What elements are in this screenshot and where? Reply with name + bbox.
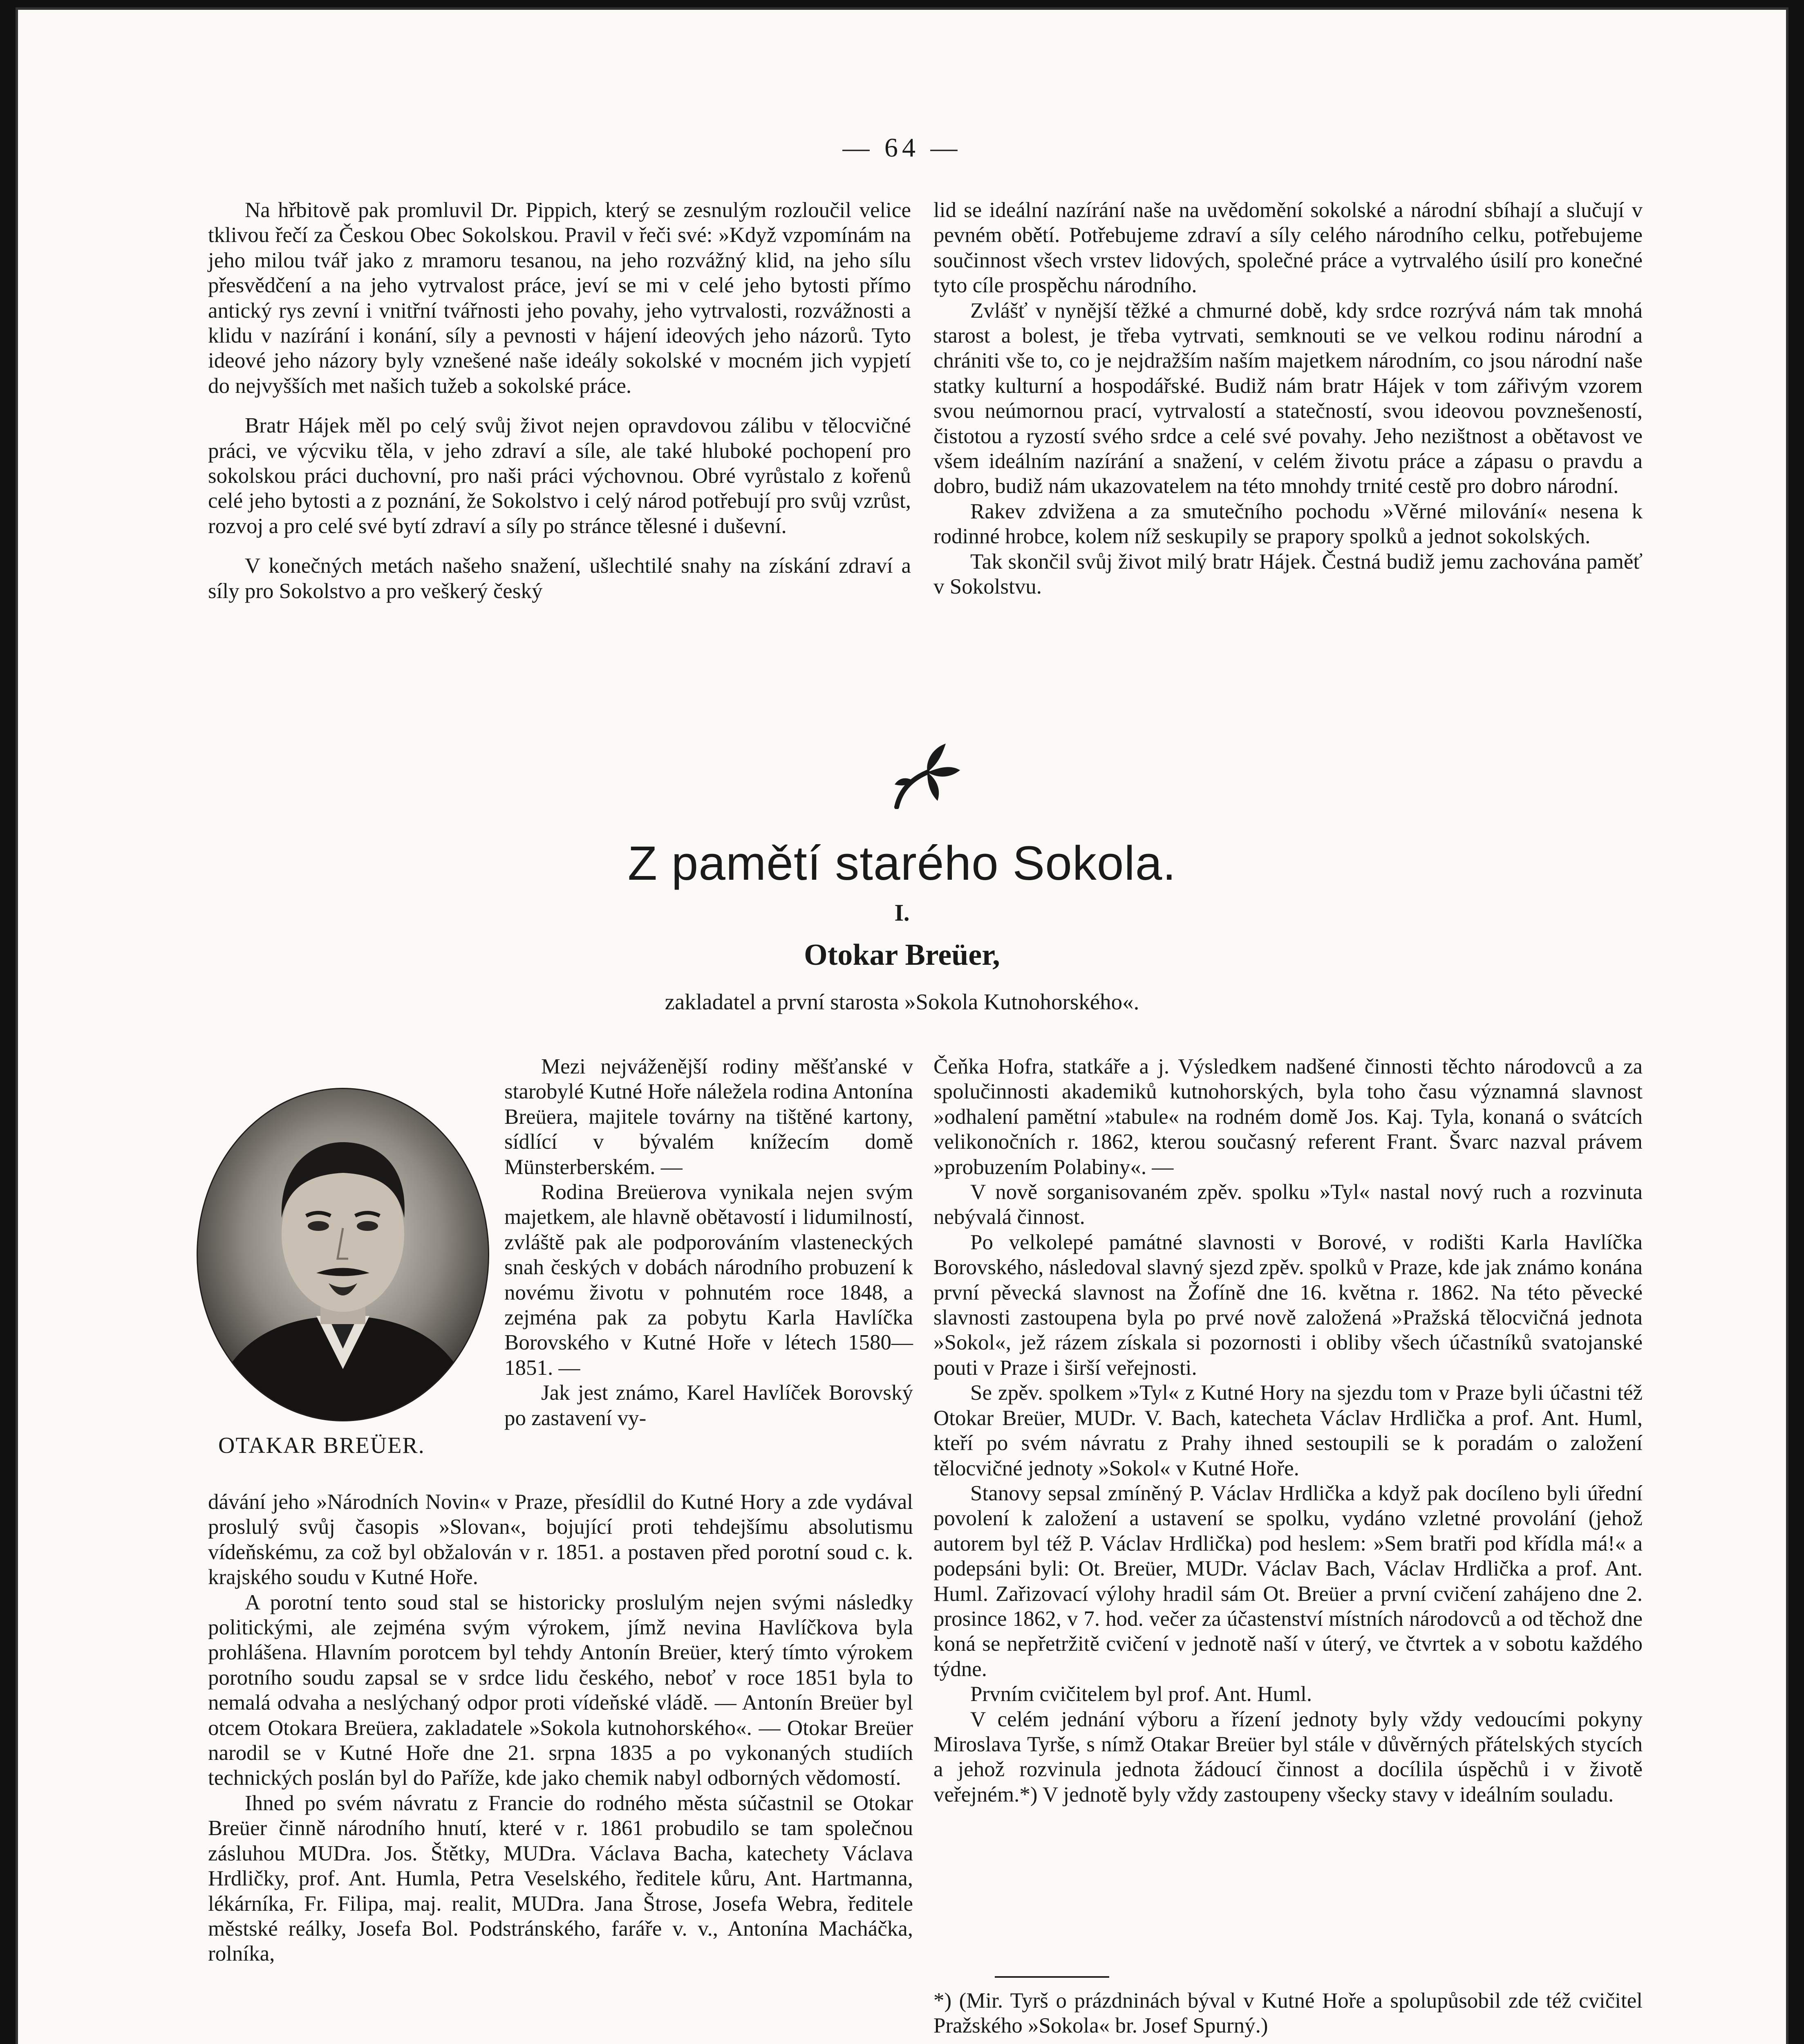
paragraph: V nově sorganisovaném zpěv. spolku »Tyl« nastal nový ruch a rozvinuta nebývalá činnost.: [933, 1180, 1643, 1229]
paragraph: Bratr Hájek měl po celý svůj život nejen opravdovou zálibu v tělocvičné práci, ve výcviku těla, v jeho zdraví a síle, ale také hluboké pochopení pro sokolskou práci duchovní, pro naši práci výchovnou. Obré vyrůstalo z kořenů celé jeho bytosti a z poznání, že Sokolstvo i celý národ potřebují pro svůj vzrůst, rozvoj a pro celé své bytí zdraví a síly po stránce tělesné i duševní.: [208, 414, 911, 538]
paragraph: V konečných metách našeho snažení, ušlechtilé snahy na získání zdraví a síly pro Sokolstvo a pro veškerý český: [208, 554, 911, 603]
paragraph: Zvlášť v nynější těžké a chmurné době, kdy srdce rozrývá nám tak mnohá starost a bolest, je třeba vytrvati, semknouti se ve velkou rodinu národní a chrániti vše to, co je nejdražším naším majetkem národním, co jsou národní naše statky kulturní a hospodářské. Budiž nám bratr Hájek v tom zářivým vzorem svou neúmornou prací, vytrvalostí a statečností, svou ideovou povznešeností, čistotou a ryzostí svého srdce a celé své povahy. Jeho nezištnost a obětavost ve všem ideálním nazírání a snažení, v celém životu práce a zápasu o pravdu a dobro, budiž nám ukazovatelem na této mnohdy trnité cestě pro dobro národní.: [933, 298, 1643, 498]
paragraph: Čeňka Hofra, statkáře a j. Výsledkem nadšené činnosti těchto národovců a za spolučinnosti akademiků kutnohorských, byla toho času významná slavnost »odhalení pamětní »tabule« na rodném domě Jos. Kaj. Tyla, konaná o svátcích velikonočních r. 1862, kterou současný referent Frant. Švarc nazval právem »probuzením Polabiny«. —: [933, 1055, 1643, 1179]
portrait-caption: OTAKAR BREÜER.: [218, 1433, 425, 1458]
paragraph: V celém jednání výboru a řízení jednoty byly vždy vedoucími pokyny Miroslava Tyrše, s nímž Otakar Breüer byl stále v důvěrných přátelských stycích a jehož rozvinula jednota žádoucí činnost a docílila úspěchů i v životě veřejném.*) V jednotě byly vždy zastoupeny všecky stavy v ideálním souladu.: [933, 1707, 1643, 1806]
top-left-column: [208, 198, 911, 604]
footnote-divider: [995, 1976, 1109, 1978]
paragraph: Stanovy sepsal zmíněný P. Václav Hrdlička a když pak docíleno byli úřední povolení k založení a ustavení se spolku, vydáno vzletné provolání (jehož autorem byl též P. Václav Hrdlička) pod heslem: »Sem bratři pod křídla má!« a podepsáni byli: Ot. Breüer, MUDr. Václav Bach, Václav Hrdlička a prof. Ant. Huml. Zařizovací výlohy hradil sám Ot. Breüer a první cvičení zahájeno dne 2. prosince 1862, v 7. hod. večer za účastenství místních národovců a od těchož dne koná se nepřetržitě cvičení v jednotě naší v úterý, ve čtvrtek a v sobotu každého týdne.: [933, 1481, 1643, 1681]
portrait-image: [194, 1087, 492, 1422]
paragraph: Rakev zdvižena a za smutečního pochodu »Věrné milování« nesena k rodinné hrobce, kolem níž seskupily se prapory spolků a jednot sokolských.: [933, 499, 1643, 549]
paragraph: Ihned po svém návratu z Francie do rodného města súčastnil se Otokar Breüer činně národního hnutí, které v r. 1861 probudilo se tam společnou zásluhou MUDra. Jos. Štětky, MUDra. Václava Bacha, katechety Václava Hrdličky, prof. Ant. Humla, Petra Veselského, ředitele kůru, Ant. Hartmanna, lékárníka, Fr. Filipa, maj. realit, MUDra. Jana Štrose, Josefa Webra, ředitele městské reálky, Josefa Bol. Podstránského, faráře v. v., Antonína Macháčka, rolníka,: [208, 1791, 913, 1966]
paragraph: Prvním cvičitelem byl prof. Ant. Huml.: [970, 1682, 1312, 1706]
section-number: I.: [894, 899, 910, 926]
paragraph: dávání jeho »Národních Novin« v Praze, přesídlil do Kutné Hory a zde vydával proslulý svůj časopis »Slovan«, bojující proti tehdejšímu absolutismu vídeňskému, za což byl obžalován v r. 1851. a postaven před porotní soud c. k. krajského soudu v Kutné Hoře.: [208, 1490, 913, 1589]
footnote: *) (Mir. Tyrš o prázdninách býval v Kutné Hoře a spolupůsobil zde též cvičitel Pražského »Sokola« br. Josef Spurný.): [933, 1989, 1643, 2037]
flower-ornament-icon: [889, 740, 962, 809]
paragraph: Na hřbitově pak promluvil Dr. Pippich, který se zesnulým rozloučil velice tklivou řečí za Českou Obec Sokolskou. Pravil v řeči své: »Když vzpomínám na jeho milou tvář jako z mramoru tesanou, na jeho rozvážný klid, na jeho sílu přesvědčení a na jeho vytrvalost práce, jeví se mi v celé jeho bytosti přímo antický rys zevní i vnitřní tvářnosti jeho povahy, jeho vytrvalosti, rozvážnosti a klidu v nazírání i konání, síly a pevnosti v hájení ideových jeho názorů. Tyto ideové jeho názory byly vznešené naše ideály sokolské v mocném jich vypjetí do nejvyšších met našich tužeb a sokolské práce.: [208, 198, 911, 398]
paragraph: Rodina Breüerova vynikala nejen svým majetkem, ale hlavně obětavostí i lidumilností, zvláště pak ale podporováním vlasteneckých snah českých v dobách národního probuzení k novému životu v pohnutém roce 1848, a zejména pak za pobytu Karla Havlíčka Borovského v Kutné Hoře v létech 1580—1851. —: [504, 1180, 913, 1380]
paragraph: A porotní tento soud stal se historicky proslulým nejen svými následky politickými, ale zejména svým výrokem, jímž nevina Havlíčkova byla prohlášena. Hlavním porotcem byl tehdy Antonín Breüer, který tímto výrokem porotního soudu zapsal se v srdce lidu českého, neboť v roce 1851 byla to nemalá odvaha a neslýchaný odpor proti vídeňské vládě. — Antonín Breüer byl otcem Otokara Breüera, zakladatele »Sokola kutnohorského«. — Otokar Breüer narodil se v Kutné Hoře dne 21. srpna 1835 a po vykonaných studiích technických poslán byl do Paříže, kde jako chemik nabyl odborných vědomostí.: [208, 1590, 913, 1790]
paragraph: Se zpěv. spolkem »Tyl« z Kutné Hory na sjezdu tom v Praze byli účastni též Otokar Breüer, MUDr. V. Bach, katecheta Václav Hrdlička a prof. Ant. Huml, kteří po svém návratu z Prahy ihned sestoupili se k poradám o založení tělocvičné jednoty »Sokol« v Kutné Hoře.: [933, 1381, 1643, 1480]
article-subtitle: zakladatel a první starosta »Sokola Kutnohorského«.: [665, 989, 1139, 1014]
paragraph: Tak skončil svůj život milý bratr Hájek. Čestná budiž jemu zachována paměť v Sokolstvu.: [933, 549, 1643, 599]
paragraph: Jak jest známo, Karel Havlíček Borovský po zastavení vy-: [504, 1381, 913, 1430]
page-number: — 64 —: [842, 133, 962, 163]
article-right-column: [933, 1054, 1643, 1807]
top-right-column: [933, 198, 1643, 600]
paragraph: Mezi nejváženější rodiny měšťanské v starobylé Kutné Hoře náležela rodina Antonína Breüera, majitele továrny na tištěné kartony, sídlící v bývalém knížecím domě Münsterberském. —: [504, 1055, 913, 1179]
paragraph: lid se ideální nazírání naše na uvědomění sokolské a národní sbíhají a slučují v pevném obětí. Potřebujeme zdraví a síly celého národního celku, potřebujeme součinnost všech vrstev lidových, společné práce a vytrvalého úsilí pro konečné tyto cíle prospěchu národního.: [933, 198, 1643, 298]
text-beside-portrait: [504, 1054, 913, 1431]
page: [16, 7, 1788, 2044]
person-name: Otokar Breüer,: [804, 938, 1000, 972]
paragraph: Po velkolepé památné slavnosti v Borové, v rodišti Karla Havlíčka Borovského, následoval slavný sjezd zpěv. spolků v Praze, kde jak známo konána první pěvecká slavnost na Žofíně dne 16. května r. 1862. Na této pěvecké slavnosti zastoupena byla po prvé nově založená »Pražská tělocvičná jednota »Sokol«, jež rázem získala si pozornosti i obliby všech účastníků svatojanské pouti v Praze i širší veřejnosti.: [933, 1230, 1643, 1380]
article-title: Z pamětí starého Sokola.: [627, 836, 1177, 890]
text-below-portrait: [208, 1490, 913, 1967]
